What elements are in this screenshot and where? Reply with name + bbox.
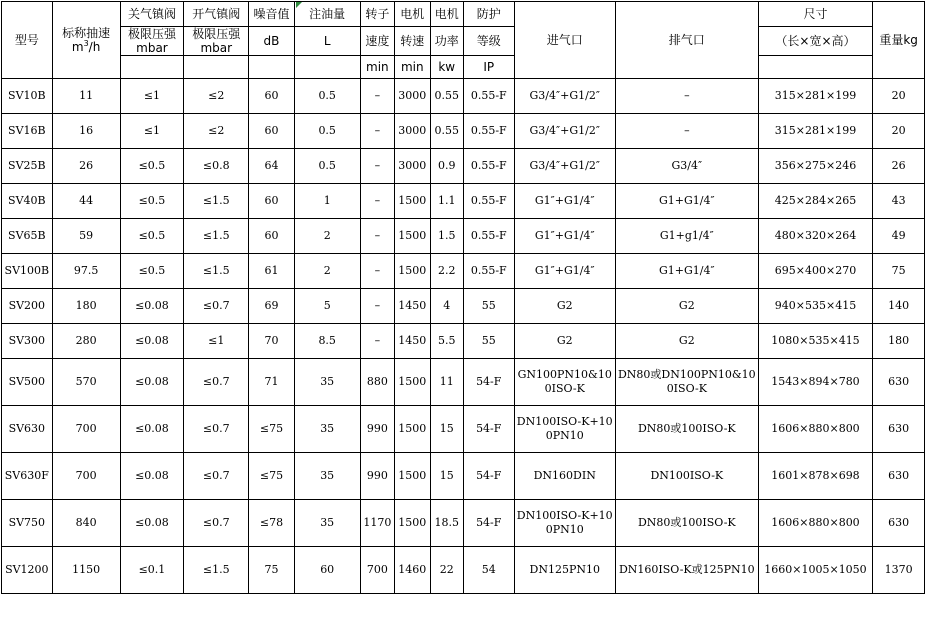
cell-rotor-speed: – xyxy=(360,79,394,114)
cell-rotor-speed: – xyxy=(360,149,394,184)
cell-nominal-speed: 700 xyxy=(52,406,120,453)
cell-oil-volume: 60 xyxy=(294,547,360,594)
cell-oil-volume: 35 xyxy=(294,453,360,500)
cell-weight: 140 xyxy=(873,289,925,324)
cell-motor-power: 22 xyxy=(430,547,463,594)
cell-inlet: DN100ISO-K+100PN10 xyxy=(514,500,615,547)
cell-noise: 64 xyxy=(249,149,295,184)
cell-noise: 60 xyxy=(249,114,295,149)
header-weight: 重量kg xyxy=(873,2,925,79)
header-close-valve-unit: mbar xyxy=(136,41,168,55)
header-motor-speed: 电机 xyxy=(395,2,430,27)
cell-open-valve-pressure: ≤0.7 xyxy=(184,289,249,324)
cell-motor-power: 18.5 xyxy=(430,500,463,547)
cell-model: SV750 xyxy=(2,500,53,547)
cell-motor-power: 15 xyxy=(430,406,463,453)
cell-model: SV630F xyxy=(2,453,53,500)
cell-motor-speed: 3000 xyxy=(395,149,430,184)
cell-outlet: DN80或100ISO-K xyxy=(615,406,758,453)
cell-protection: 54-F xyxy=(463,359,514,406)
cell-outlet: – xyxy=(615,79,758,114)
cell-model: SV630 xyxy=(2,406,53,453)
cell-nominal-speed: 1150 xyxy=(52,547,120,594)
cell-oil-volume: 35 xyxy=(294,359,360,406)
cell-close-valve-pressure: ≤0.08 xyxy=(120,289,184,324)
cell-inlet: G3/4″+G1/2″ xyxy=(514,79,615,114)
cell-motor-power: 5.5 xyxy=(430,324,463,359)
cell-noise: ≤75 xyxy=(249,453,295,500)
cell-close-valve-pressure: ≤0.08 xyxy=(120,359,184,406)
cell-nominal-speed: 97.5 xyxy=(52,254,120,289)
header-size: 尺寸 xyxy=(758,2,872,27)
table-row xyxy=(2,114,925,149)
cell-noise: 71 xyxy=(249,359,295,406)
table-row xyxy=(2,79,925,114)
cell-weight: 630 xyxy=(873,359,925,406)
cell-open-valve-pressure: ≤0.7 xyxy=(184,359,249,406)
cell-protection: 54-F xyxy=(463,453,514,500)
cell-size: 480×320×264 xyxy=(758,219,872,254)
cell-open-valve-pressure: ≤1.5 xyxy=(184,254,249,289)
cell-open-valve-pressure: ≤2 xyxy=(184,114,249,149)
header-inlet: 进气口 xyxy=(514,2,615,79)
cell-weight: 20 xyxy=(873,79,925,114)
header-open-valve-unit: mbar xyxy=(200,41,233,55)
cell-inlet: G1″+G1/4″ xyxy=(514,219,615,254)
cell-weight: 630 xyxy=(873,406,925,453)
cell-size: 1080×535×415 xyxy=(758,324,872,359)
cell-model: SV1200 xyxy=(2,547,53,594)
cell-rotor-speed: 990 xyxy=(360,406,394,453)
cell-protection: 55 xyxy=(463,324,514,359)
table-row xyxy=(2,149,925,184)
cell-protection: 55 xyxy=(463,289,514,324)
cell-weight: 630 xyxy=(873,500,925,547)
header-open-valve-label: 极限压强 xyxy=(192,27,241,41)
cell-nominal-speed: 840 xyxy=(52,500,120,547)
cell-rotor-speed: – xyxy=(360,324,394,359)
cell-motor-speed: 1500 xyxy=(395,359,430,406)
cell-protection: 0.55-F xyxy=(463,79,514,114)
cell-outlet: G3/4″ xyxy=(615,149,758,184)
cell-close-valve-pressure: ≤0.08 xyxy=(120,453,184,500)
cell-rotor-speed: – xyxy=(360,184,394,219)
cell-model: SV10B xyxy=(2,79,53,114)
header-nominal-speed-unit: $m^3/h$ xyxy=(71,39,101,54)
header-protection-unit: IP xyxy=(463,56,514,79)
cell-motor-power: 0.55 xyxy=(430,114,463,149)
header-close-valve-label: 极限压强 xyxy=(127,27,176,41)
cell-model: SV100B xyxy=(2,254,53,289)
header-noise: 噪音值 xyxy=(249,2,295,27)
cell-protection: 0.55-F xyxy=(463,219,514,254)
cell-oil-volume: 8.5 xyxy=(294,324,360,359)
cell-open-valve-pressure: ≤1.5 xyxy=(184,219,249,254)
cell-open-valve-pressure: ≤0.7 xyxy=(184,406,249,453)
cell-close-valve-pressure: ≤0.08 xyxy=(120,406,184,453)
cell-outlet: DN80或DN100PN10&100ISO-K xyxy=(615,359,758,406)
cell-close-valve-pressure: ≤1 xyxy=(120,79,184,114)
cell-protection: 0.55-F xyxy=(463,114,514,149)
cell-close-valve-pressure: ≤1 xyxy=(120,114,184,149)
cell-nominal-speed: 44 xyxy=(52,184,120,219)
table-body xyxy=(2,79,925,594)
cell-weight: 1370 xyxy=(873,547,925,594)
cell-size: 315×281×199 xyxy=(758,114,872,149)
table-row xyxy=(2,324,925,359)
cell-oil-volume: 35 xyxy=(294,500,360,547)
cell-model: SV65B xyxy=(2,219,53,254)
cell-protection: 54 xyxy=(463,547,514,594)
cell-motor-speed: 1500 xyxy=(395,254,430,289)
table-row xyxy=(2,406,925,453)
header-rotor: 转子 xyxy=(360,2,394,27)
cell-motor-power: 4 xyxy=(430,289,463,324)
cell-oil-volume: 0.5 xyxy=(294,79,360,114)
cell-size: 1606×880×800 xyxy=(758,406,872,453)
cell-rotor-speed: 990 xyxy=(360,453,394,500)
header-oil-blank xyxy=(294,56,360,79)
cell-noise: ≤78 xyxy=(249,500,295,547)
cell-weight: 180 xyxy=(873,324,925,359)
header-noise-blank xyxy=(249,56,295,79)
cell-noise: 60 xyxy=(249,219,295,254)
header-nominal-speed-label: 标称抽速 xyxy=(62,26,111,40)
cell-motor-speed: 3000 xyxy=(395,114,430,149)
header-motor-speed-sub: 转速 xyxy=(395,27,430,56)
cell-inlet: G1″+G1/4″ xyxy=(514,254,615,289)
cell-size: 425×284×265 xyxy=(758,184,872,219)
cell-oil-volume: 35 xyxy=(294,406,360,453)
header-model: 型号 xyxy=(2,2,53,79)
table-row xyxy=(2,219,925,254)
cell-inlet: G3/4″+G1/2″ xyxy=(514,149,615,184)
cell-outlet: G2 xyxy=(615,289,758,324)
cell-motor-power: 2.2 xyxy=(430,254,463,289)
cell-size: 356×275×246 xyxy=(758,149,872,184)
cell-protection: 0.55-F xyxy=(463,149,514,184)
cell-open-valve-pressure: ≤0.8 xyxy=(184,149,249,184)
cell-rotor-speed: 880 xyxy=(360,359,394,406)
cell-motor-speed: 1500 xyxy=(395,219,430,254)
table-row xyxy=(2,547,925,594)
header-nominal-speed xyxy=(52,2,120,79)
cell-model: SV25B xyxy=(2,149,53,184)
cell-outlet: G1+G1/4″ xyxy=(615,184,758,219)
header-protection: 防护 xyxy=(463,2,514,27)
cell-close-valve-pressure: ≤0.5 xyxy=(120,184,184,219)
cell-size: 940×535×415 xyxy=(758,289,872,324)
header-size-blank xyxy=(758,56,872,79)
cell-motor-power: 0.9 xyxy=(430,149,463,184)
cell-nominal-speed: 280 xyxy=(52,324,120,359)
cell-motor-speed: 1450 xyxy=(395,289,430,324)
table-row xyxy=(2,453,925,500)
cell-motor-power: 15 xyxy=(430,453,463,500)
cell-weight: 49 xyxy=(873,219,925,254)
cell-motor-power: 0.55 xyxy=(430,79,463,114)
cell-rotor-speed: – xyxy=(360,289,394,324)
table-row xyxy=(2,500,925,547)
cell-model: SV500 xyxy=(2,359,53,406)
header-protection-sub: 等级 xyxy=(463,27,514,56)
cell-inlet: G1″+G1/4″ xyxy=(514,184,615,219)
cell-outlet: G1+G1/4″ xyxy=(615,254,758,289)
cell-nominal-speed: 26 xyxy=(52,149,120,184)
cell-close-valve-pressure: ≤0.5 xyxy=(120,219,184,254)
cell-motor-speed: 1500 xyxy=(395,453,430,500)
header-outlet: 排气口 xyxy=(615,2,758,79)
cell-open-valve-pressure: ≤1.5 xyxy=(184,547,249,594)
cell-open-valve-pressure: ≤1.5 xyxy=(184,184,249,219)
cell-open-valve-pressure: ≤2 xyxy=(184,79,249,114)
cell-outlet: DN100ISO-K xyxy=(615,453,758,500)
cell-close-valve-pressure: ≤0.5 xyxy=(120,254,184,289)
cell-open-valve-pressure: ≤1 xyxy=(184,324,249,359)
cell-protection: 0.55-F xyxy=(463,184,514,219)
cell-model: SV40B xyxy=(2,184,53,219)
cell-open-valve-pressure: ≤0.7 xyxy=(184,500,249,547)
cell-size: 315×281×199 xyxy=(758,79,872,114)
cell-nominal-speed: 59 xyxy=(52,219,120,254)
cell-weight: 75 xyxy=(873,254,925,289)
cell-weight: 26 xyxy=(873,149,925,184)
cell-noise: 60 xyxy=(249,79,295,114)
cell-noise: 60 xyxy=(249,184,295,219)
header-size-sub: （长×宽×高） xyxy=(758,27,872,56)
header-motor-power: 电机 xyxy=(430,2,463,27)
cell-oil-volume: 5 xyxy=(294,289,360,324)
cell-rotor-speed: – xyxy=(360,254,394,289)
cell-protection: 54-F xyxy=(463,406,514,453)
cell-noise: 61 xyxy=(249,254,295,289)
cell-size: 1660×1005×1050 xyxy=(758,547,872,594)
cell-motor-power: 1.1 xyxy=(430,184,463,219)
cell-open-valve-pressure: ≤0.7 xyxy=(184,453,249,500)
table-row xyxy=(2,184,925,219)
cell-model: SV300 xyxy=(2,324,53,359)
cell-rotor-speed: – xyxy=(360,114,394,149)
cell-noise: ≤75 xyxy=(249,406,295,453)
cell-inlet: G3/4″+G1/2″ xyxy=(514,114,615,149)
cell-noise: 75 xyxy=(249,547,295,594)
header-close-valve-sub xyxy=(120,27,184,56)
cell-close-valve-pressure: ≤0.5 xyxy=(120,149,184,184)
cell-weight: 630 xyxy=(873,453,925,500)
table-row xyxy=(2,254,925,289)
table-header xyxy=(2,2,925,79)
cell-inlet: DN125PN10 xyxy=(514,547,615,594)
cell-motor-speed: 1460 xyxy=(395,547,430,594)
cell-motor-speed: 1500 xyxy=(395,500,430,547)
header-rotor-unit: min xyxy=(360,56,394,79)
spec-table xyxy=(1,1,925,594)
header-close-valve: 关气镇阀 xyxy=(120,2,184,27)
cell-motor-power: 1.5 xyxy=(430,219,463,254)
table-row xyxy=(2,289,925,324)
cell-motor-power: 11 xyxy=(430,359,463,406)
header-oil-unit: L xyxy=(294,27,360,56)
cell-motor-speed: 1500 xyxy=(395,184,430,219)
cell-inlet: G2 xyxy=(514,324,615,359)
cell-oil-volume: 2 xyxy=(294,219,360,254)
header-motor-speed-unit: min xyxy=(395,56,430,79)
cell-outlet: G1+g1/4″ xyxy=(615,219,758,254)
cell-outlet: – xyxy=(615,114,758,149)
cell-motor-speed: 1500 xyxy=(395,406,430,453)
cell-size: 1601×878×698 xyxy=(758,453,872,500)
cell-weight: 20 xyxy=(873,114,925,149)
cell-inlet: GN100PN10&100ISO-K xyxy=(514,359,615,406)
cell-close-valve-pressure: ≤0.08 xyxy=(120,500,184,547)
header-open-valve-blank xyxy=(184,56,249,79)
cell-rotor-speed: – xyxy=(360,219,394,254)
cell-close-valve-pressure: ≤0.1 xyxy=(120,547,184,594)
cell-nominal-speed: 16 xyxy=(52,114,120,149)
cell-inlet: DN160DIN xyxy=(514,453,615,500)
comment-marker-icon xyxy=(296,2,302,8)
cell-size: 1543×894×780 xyxy=(758,359,872,406)
header-motor-power-sub: 功率 xyxy=(430,27,463,56)
cell-close-valve-pressure: ≤0.08 xyxy=(120,324,184,359)
cell-size: 695×400×270 xyxy=(758,254,872,289)
cell-nominal-speed: 180 xyxy=(52,289,120,324)
header-oil: 注油量 xyxy=(294,2,360,27)
cell-outlet: DN80或100ISO-K xyxy=(615,500,758,547)
cell-oil-volume: 1 xyxy=(294,184,360,219)
cell-motor-speed: 1450 xyxy=(395,324,430,359)
cell-rotor-speed: 1170 xyxy=(360,500,394,547)
cell-motor-speed: 3000 xyxy=(395,79,430,114)
cell-nominal-speed: 570 xyxy=(52,359,120,406)
table-row xyxy=(2,359,925,406)
cell-inlet: DN100ISO-K+100PN10 xyxy=(514,406,615,453)
cell-nominal-speed: 700 xyxy=(52,453,120,500)
cell-outlet: G2 xyxy=(615,324,758,359)
cell-oil-volume: 0.5 xyxy=(294,114,360,149)
header-open-valve-sub xyxy=(184,27,249,56)
cell-noise: 69 xyxy=(249,289,295,324)
header-noise-unit: dB xyxy=(249,27,295,56)
cell-nominal-speed: 11 xyxy=(52,79,120,114)
cell-protection: 54-F xyxy=(463,500,514,547)
cell-model: SV16B xyxy=(2,114,53,149)
header-motor-power-unit: kw xyxy=(430,56,463,79)
cell-outlet: DN160ISO-K或125PN10 xyxy=(615,547,758,594)
cell-protection: 0.55-F xyxy=(463,254,514,289)
header-close-valve-blank xyxy=(120,56,184,79)
cell-size: 1606×880×800 xyxy=(758,500,872,547)
cell-noise: 70 xyxy=(249,324,295,359)
cell-model: SV200 xyxy=(2,289,53,324)
header-rotor-sub: 速度 xyxy=(360,27,394,56)
cell-rotor-speed: 700 xyxy=(360,547,394,594)
cell-oil-volume: 2 xyxy=(294,254,360,289)
cell-inlet: G2 xyxy=(514,289,615,324)
header-open-valve: 开气镇阀 xyxy=(184,2,249,27)
cell-weight: 43 xyxy=(873,184,925,219)
cell-oil-volume: 0.5 xyxy=(294,149,360,184)
